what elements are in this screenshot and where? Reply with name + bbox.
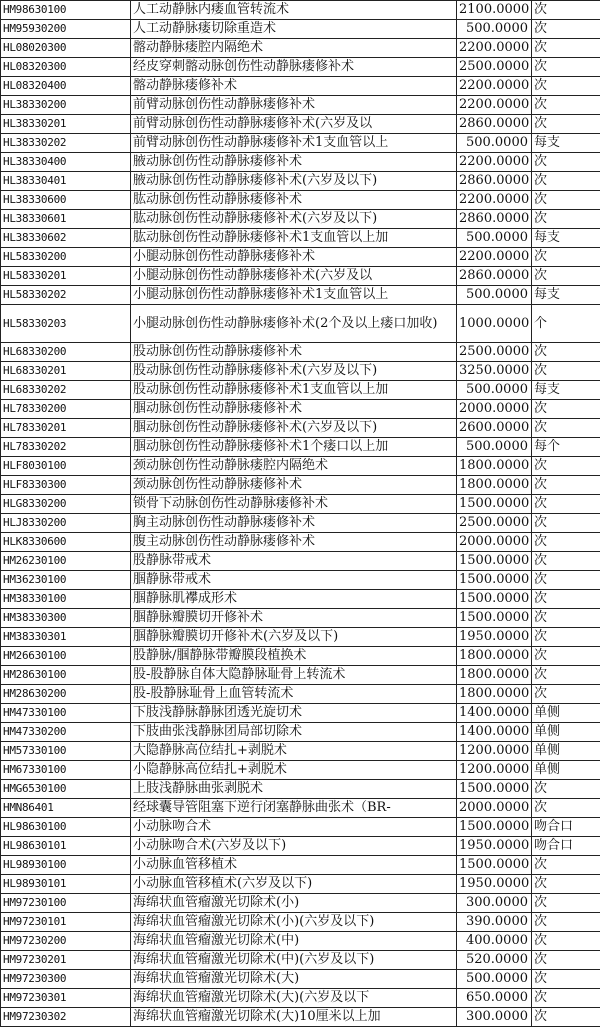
item-name-cell: 海绵状血管瘤激光切除术(小)(六岁及以下) [131, 913, 457, 932]
item-code-cell: HL98630101 [1, 837, 131, 856]
item-unit-cell: 单侧 [532, 742, 600, 761]
item-code-cell: HLG8330200 [1, 495, 131, 514]
item-name-cell: 海绵状血管瘤激光切除术(大)10厘米以上加 [131, 1008, 457, 1027]
item-name-cell: 小动脉血管移植术 [131, 856, 457, 875]
table-row [1, 381, 600, 400]
item-unit-cell: 每支 [532, 134, 600, 153]
item-name-cell: 股-股静脉自体大隐静脉耻骨上转流术 [131, 666, 457, 685]
item-price-cell: 1500.0000 [457, 609, 532, 628]
item-name-cell: 颈动脉创伤性动静脉瘘修补术 [131, 476, 457, 495]
item-price-cell: 1500.0000 [457, 856, 532, 875]
table-row [1, 894, 600, 913]
table-row [1, 191, 600, 210]
item-code-cell: HM97230301 [1, 989, 131, 1008]
item-name-cell: 胸主动脉创伤性动静脉瘘修补术 [131, 514, 457, 533]
item-unit-cell: 次 [532, 514, 600, 533]
item-unit-cell: 次 [532, 248, 600, 267]
table-row [1, 134, 600, 153]
item-name-cell: 前臂动脉创伤性动静脉瘘修补术1支血管以上 [131, 134, 457, 153]
table-row [1, 799, 600, 818]
item-name-cell: 股动脉创伤性动静脉瘘修补术 [131, 343, 457, 362]
item-unit-cell: 次 [532, 552, 600, 571]
table-row [1, 723, 600, 742]
item-price-cell: 2500.0000 [457, 343, 532, 362]
table-row [1, 609, 600, 628]
item-price-cell: 500.0000 [457, 970, 532, 989]
item-code-cell: HM97230200 [1, 932, 131, 951]
table-row [1, 96, 600, 115]
item-name-cell: 腘动脉创伤性动静脉瘘修补术(六岁及以下) [131, 419, 457, 438]
table-row [1, 951, 600, 970]
item-code-cell: HL38330201 [1, 115, 131, 134]
item-code-cell: HL38330600 [1, 191, 131, 210]
item-code-cell: HL78330201 [1, 419, 131, 438]
item-price-cell: 1950.0000 [457, 837, 532, 856]
table-row [1, 210, 600, 229]
table-row [1, 875, 600, 894]
item-unit-cell: 单侧 [532, 761, 600, 780]
item-code-cell: HM97230302 [1, 1008, 131, 1027]
table-row [1, 628, 600, 647]
item-name-cell: 腋动脉创伤性动静脉瘘修补术 [131, 153, 457, 172]
item-name-cell: 上肢浅静脉曲张剥脱术 [131, 780, 457, 799]
item-unit-cell: 次 [532, 419, 600, 438]
item-unit-cell: 次 [532, 875, 600, 894]
item-code-cell: HL58330202 [1, 286, 131, 305]
table-row [1, 913, 600, 932]
item-name-cell: 下肢曲张浅静脉团局部切除术 [131, 723, 457, 742]
item-price-cell: 2500.0000 [457, 58, 532, 77]
item-unit-cell: 次 [532, 77, 600, 96]
item-unit-cell: 次 [532, 400, 600, 419]
table-row [1, 514, 600, 533]
table-row [1, 172, 600, 191]
item-code-cell: HL78330202 [1, 438, 131, 457]
item-price-cell: 650.0000 [457, 989, 532, 1008]
item-unit-cell: 次 [532, 58, 600, 77]
item-price-cell: 1500.0000 [457, 552, 532, 571]
item-name-cell: 前臂动脉创伤性动静脉瘘修补术 [131, 96, 457, 115]
item-price-cell: 520.0000 [457, 951, 532, 970]
item-name-cell: 海绵状血管瘤激光切除术(大) [131, 970, 457, 989]
item-code-cell: HL98930101 [1, 875, 131, 894]
table-row [1, 267, 600, 286]
table-row [1, 571, 600, 590]
item-price-cell: 1400.0000 [457, 723, 532, 742]
item-unit-cell: 次 [532, 533, 600, 552]
item-name-cell: 小隐静脉高位结扎+剥脱术 [131, 761, 457, 780]
table-row [1, 438, 600, 457]
item-code-cell: HM47330200 [1, 723, 131, 742]
item-code-cell: HM98630100 [1, 1, 131, 20]
item-unit-cell: 次 [532, 856, 600, 875]
item-price-cell: 300.0000 [457, 894, 532, 913]
item-code-cell: HLF8030100 [1, 457, 131, 476]
item-unit-cell: 次 [532, 1008, 600, 1027]
item-name-cell: 腘静脉带戒术 [131, 571, 457, 590]
item-price-cell: 1500.0000 [457, 818, 532, 837]
item-code-cell: HL38330400 [1, 153, 131, 172]
item-name-cell: 小动脉吻合术 [131, 818, 457, 837]
item-name-cell: 髂动静脉瘘修补术 [131, 77, 457, 96]
item-name-cell: 腘动脉创伤性动静脉瘘修补术1个瘘口以上加 [131, 438, 457, 457]
item-unit-cell: 次 [532, 932, 600, 951]
item-name-cell: 腋动脉创伤性动静脉瘘修补术(六岁及以下) [131, 172, 457, 191]
item-price-cell: 2200.0000 [457, 77, 532, 96]
item-unit-cell: 次 [532, 210, 600, 229]
item-price-cell: 1500.0000 [457, 571, 532, 590]
item-price-cell: 2000.0000 [457, 533, 532, 552]
item-unit-cell: 次 [532, 970, 600, 989]
item-price-cell: 1500.0000 [457, 780, 532, 799]
item-price-cell: 2860.0000 [457, 115, 532, 134]
item-code-cell: HLJ8330200 [1, 514, 131, 533]
item-name-cell: 经球囊导管阻塞下逆行闭塞静脉曲张术（BR- [131, 799, 457, 818]
table-row [1, 552, 600, 571]
item-name-cell: 肱动脉创伤性动静脉瘘修补术1支血管以上加 [131, 229, 457, 248]
table-row [1, 229, 600, 248]
item-unit-cell: 次 [532, 495, 600, 514]
item-unit-cell: 单侧 [532, 723, 600, 742]
item-code-cell: HL68330202 [1, 381, 131, 400]
item-price-cell: 2500.0000 [457, 514, 532, 533]
item-name-cell: 经皮穿刺髂动脉创伤性动静脉瘘修补术 [131, 58, 457, 77]
item-code-cell: HM97230201 [1, 951, 131, 970]
table-row [1, 248, 600, 267]
table-row [1, 343, 600, 362]
item-name-cell: 小腿动脉创伤性动静脉瘘修补术(2个及以上瘘口加收) [131, 305, 457, 343]
item-price-cell: 1400.0000 [457, 704, 532, 723]
item-unit-cell: 次 [532, 191, 600, 210]
item-price-cell: 1500.0000 [457, 495, 532, 514]
table-row [1, 77, 600, 96]
item-price-cell: 1200.0000 [457, 742, 532, 761]
item-name-cell: 股动脉创伤性动静脉瘘修补术1支血管以上加 [131, 381, 457, 400]
item-code-cell: HM57330100 [1, 742, 131, 761]
item-name-cell: 人工动静脉内瘘血管转流术 [131, 1, 457, 20]
item-name-cell: 海绵状血管瘤激光切除术(小) [131, 894, 457, 913]
item-name-cell: 锁骨下动脉创伤性动静脉瘘修补术 [131, 495, 457, 514]
item-name-cell: 髂动静脉瘘腔内隔绝术 [131, 39, 457, 58]
item-name-cell: 腹主动脉创伤性动静脉瘘修补术 [131, 533, 457, 552]
item-code-cell: HL38330202 [1, 134, 131, 153]
table-row [1, 742, 600, 761]
table-row [1, 780, 600, 799]
table-row [1, 495, 600, 514]
item-unit-cell: 次 [532, 571, 600, 590]
item-code-cell: HM47330100 [1, 704, 131, 723]
item-code-cell: HM36230100 [1, 571, 131, 590]
item-code-cell: HM38330300 [1, 609, 131, 628]
item-name-cell: 海绵状血管瘤激光切除术(中) [131, 932, 457, 951]
table-row [1, 305, 600, 343]
table-row [1, 1, 600, 20]
item-code-cell: HL38330601 [1, 210, 131, 229]
item-code-cell: HMG6530100 [1, 780, 131, 799]
item-price-cell: 2200.0000 [457, 153, 532, 172]
item-price-cell: 500.0000 [457, 134, 532, 153]
item-price-cell: 1500.0000 [457, 590, 532, 609]
item-price-cell: 3250.0000 [457, 362, 532, 381]
item-price-cell: 1800.0000 [457, 666, 532, 685]
item-name-cell: 腘静脉瓣膜切开修补术 [131, 609, 457, 628]
table-row [1, 286, 600, 305]
item-price-cell: 500.0000 [457, 286, 532, 305]
item-unit-cell: 次 [532, 115, 600, 134]
item-name-cell: 海绵状血管瘤激光切除术(大)(六岁及以下 [131, 989, 457, 1008]
item-code-cell: HL98630100 [1, 818, 131, 837]
item-price-cell: 1800.0000 [457, 457, 532, 476]
item-unit-cell: 次 [532, 666, 600, 685]
table-row [1, 837, 600, 856]
item-code-cell: HL58330200 [1, 248, 131, 267]
item-code-cell: HM38330100 [1, 590, 131, 609]
item-price-cell: 400.0000 [457, 932, 532, 951]
item-name-cell: 小动脉吻合术(六岁及以下) [131, 837, 457, 856]
item-code-cell: HL68330200 [1, 343, 131, 362]
item-price-cell: 1200.0000 [457, 761, 532, 780]
item-name-cell: 腘动脉创伤性动静脉瘘修补术 [131, 400, 457, 419]
item-price-cell: 2600.0000 [457, 419, 532, 438]
item-unit-cell: 每支 [532, 381, 600, 400]
item-unit-cell: 个 [532, 305, 600, 343]
item-price-cell: 2200.0000 [457, 191, 532, 210]
item-unit-cell: 次 [532, 343, 600, 362]
item-name-cell: 大隐静脉高位结扎+剥脱术 [131, 742, 457, 761]
item-price-cell: 500.0000 [457, 229, 532, 248]
item-code-cell: HL58330201 [1, 267, 131, 286]
table-row [1, 1008, 600, 1027]
item-code-cell: HM26630100 [1, 647, 131, 666]
item-unit-cell: 单侧 [532, 704, 600, 723]
table-row [1, 362, 600, 381]
item-unit-cell: 次 [532, 685, 600, 704]
item-unit-cell: 次 [532, 1, 600, 20]
table-row [1, 856, 600, 875]
item-name-cell: 小腿动脉创伤性动静脉瘘修补术(六岁及以 [131, 267, 457, 286]
item-price-cell: 1950.0000 [457, 628, 532, 647]
item-code-cell: HL08320400 [1, 77, 131, 96]
item-code-cell: HM67330100 [1, 761, 131, 780]
item-unit-cell: 次 [532, 989, 600, 1008]
item-unit-cell: 每个 [532, 438, 600, 457]
item-name-cell: 小腿动脉创伤性动静脉瘘修补术 [131, 248, 457, 267]
table-row [1, 419, 600, 438]
item-unit-cell: 每支 [532, 286, 600, 305]
item-price-cell: 1000.0000 [457, 305, 532, 343]
item-name-cell: 股-股静脉耻骨上血管转流术 [131, 685, 457, 704]
item-name-cell: 肱动脉创伤性动静脉瘘修补术 [131, 191, 457, 210]
table-row [1, 400, 600, 419]
item-unit-cell: 次 [532, 799, 600, 818]
table-row [1, 704, 600, 723]
item-unit-cell: 次 [532, 267, 600, 286]
item-unit-cell: 次 [532, 96, 600, 115]
item-code-cell: HL78330200 [1, 400, 131, 419]
item-price-cell: 2200.0000 [457, 96, 532, 115]
item-price-cell: 2100.0000 [457, 1, 532, 20]
item-name-cell: 腘静脉肌襻成形术 [131, 590, 457, 609]
item-name-cell: 海绵状血管瘤激光切除术(中)(六岁及以下) [131, 951, 457, 970]
item-name-cell: 下肢浅静脉静脉团透光旋切术 [131, 704, 457, 723]
item-price-cell: 2860.0000 [457, 210, 532, 229]
item-code-cell: HM97230101 [1, 913, 131, 932]
item-price-cell: 1800.0000 [457, 476, 532, 495]
item-code-cell: HL08320300 [1, 58, 131, 77]
table-row [1, 476, 600, 495]
item-name-cell: 颈动脉创伤性动静脉瘘腔内隔绝术 [131, 457, 457, 476]
table-row [1, 590, 600, 609]
item-name-cell: 肱动脉创伤性动静脉瘘修补术(六岁及以下) [131, 210, 457, 229]
item-price-cell: 1950.0000 [457, 875, 532, 894]
table-row [1, 761, 600, 780]
item-unit-cell: 次 [532, 628, 600, 647]
table-row [1, 457, 600, 476]
item-price-cell: 390.0000 [457, 913, 532, 932]
item-unit-cell: 次 [532, 913, 600, 932]
table-row [1, 818, 600, 837]
item-unit-cell: 次 [532, 780, 600, 799]
item-code-cell: HM28630200 [1, 685, 131, 704]
item-code-cell: HM97230300 [1, 970, 131, 989]
item-unit-cell: 次 [532, 172, 600, 191]
item-price-cell: 500.0000 [457, 381, 532, 400]
item-code-cell: HL58330203 [1, 305, 131, 343]
item-name-cell: 股静脉带戒术 [131, 552, 457, 571]
item-name-cell: 股动脉创伤性动静脉瘘修补术(六岁及以下) [131, 362, 457, 381]
table-row [1, 685, 600, 704]
table-row [1, 647, 600, 666]
item-code-cell: HL38330401 [1, 172, 131, 191]
table-row [1, 115, 600, 134]
item-unit-cell: 吻合口 [532, 818, 600, 837]
item-unit-cell: 次 [532, 362, 600, 381]
item-unit-cell: 次 [532, 39, 600, 58]
item-code-cell: HL38330602 [1, 229, 131, 248]
item-price-cell: 300.0000 [457, 1008, 532, 1027]
item-price-cell: 500.0000 [457, 438, 532, 457]
item-code-cell: HL68330201 [1, 362, 131, 381]
table-row [1, 932, 600, 951]
item-unit-cell: 次 [532, 894, 600, 913]
item-unit-cell: 吻合口 [532, 837, 600, 856]
item-code-cell: HLK8330600 [1, 533, 131, 552]
item-name-cell: 前臂动脉创伤性动静脉瘘修补术(六岁及以 [131, 115, 457, 134]
table-row [1, 970, 600, 989]
table-row [1, 533, 600, 552]
table-row [1, 39, 600, 58]
table-row [1, 153, 600, 172]
item-name-cell: 腘静脉瓣膜切开修补术(六岁及以下) [131, 628, 457, 647]
item-price-cell: 500.0000 [457, 20, 532, 39]
item-code-cell: HMN86401 [1, 799, 131, 818]
item-name-cell: 股静脉/腘静脉带瓣膜段植换术 [131, 647, 457, 666]
item-unit-cell: 次 [532, 20, 600, 39]
item-code-cell: HM26230100 [1, 552, 131, 571]
item-code-cell: HLF8330300 [1, 476, 131, 495]
item-price-cell: 2200.0000 [457, 248, 532, 267]
item-unit-cell: 次 [532, 951, 600, 970]
item-unit-cell: 次 [532, 590, 600, 609]
item-name-cell: 人工动静脉瘘切除重造术 [131, 20, 457, 39]
table-row [1, 58, 600, 77]
table-row [1, 989, 600, 1008]
item-price-cell: 2200.0000 [457, 39, 532, 58]
item-price-cell: 1800.0000 [457, 685, 532, 704]
item-price-cell: 2000.0000 [457, 799, 532, 818]
item-price-cell: 1800.0000 [457, 647, 532, 666]
item-code-cell: HM97230100 [1, 894, 131, 913]
item-code-cell: HL38330200 [1, 96, 131, 115]
item-unit-cell: 次 [532, 457, 600, 476]
item-price-cell: 2000.0000 [457, 400, 532, 419]
item-unit-cell: 次 [532, 609, 600, 628]
item-code-cell: HL08020300 [1, 39, 131, 58]
item-unit-cell: 次 [532, 153, 600, 172]
table-row [1, 20, 600, 39]
table-row [1, 666, 600, 685]
item-unit-cell: 次 [532, 476, 600, 495]
item-price-cell: 2860.0000 [457, 172, 532, 191]
item-code-cell: HL98930100 [1, 856, 131, 875]
item-name-cell: 小动脉血管移植术(六岁及以下) [131, 875, 457, 894]
item-code-cell: HM38330301 [1, 628, 131, 647]
item-code-cell: HM95930200 [1, 20, 131, 39]
item-unit-cell: 次 [532, 647, 600, 666]
item-unit-cell: 每支 [532, 229, 600, 248]
item-code-cell: HM28630100 [1, 666, 131, 685]
price-table-body [1, 1, 600, 1027]
item-name-cell: 小腿动脉创伤性动静脉瘘修补术1支血管以上 [131, 286, 457, 305]
item-price-cell: 2860.0000 [457, 267, 532, 286]
